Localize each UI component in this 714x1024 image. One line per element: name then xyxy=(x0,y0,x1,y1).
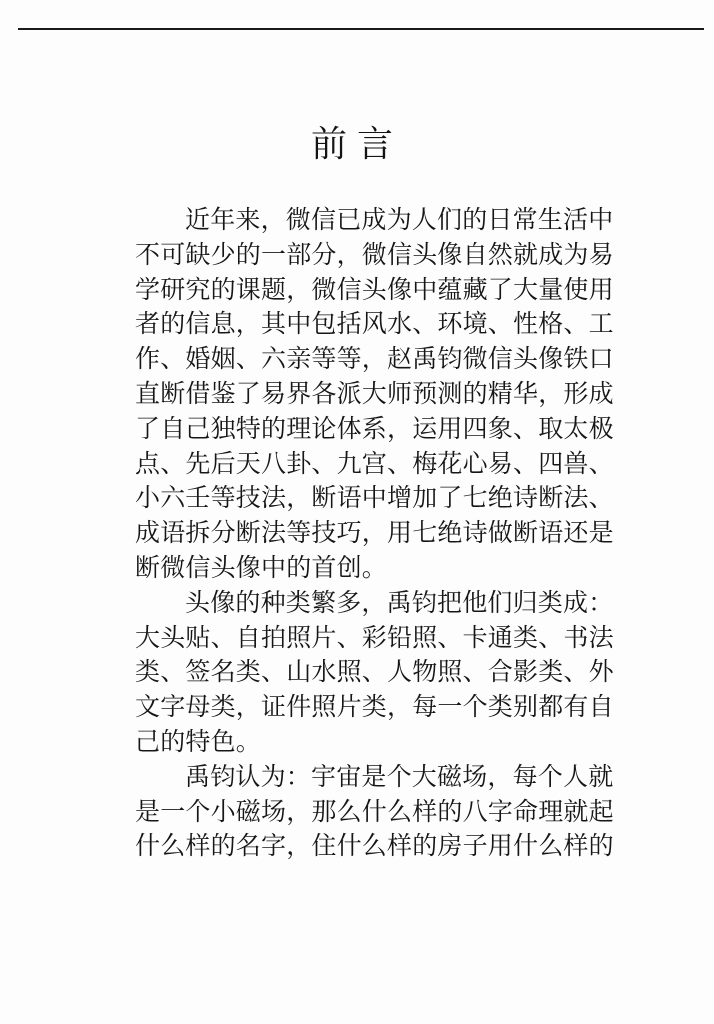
text-line: 禹钧认为：宇宙是个大磁场，每个人就 xyxy=(185,761,614,791)
text-line: 者的信息，其中包括风水、环境、性格、工 xyxy=(135,309,614,339)
text-line: 点、先后天八卦、九宫、梅花心易、四兽、 xyxy=(135,448,614,478)
text-line: 己的特色。 xyxy=(135,726,262,756)
text-line: 小六壬等技法，断语中增加了七绝诗断法、 xyxy=(135,483,614,513)
text-line: 学研究的课题，微信头像中蕴藏了大量使用 xyxy=(135,274,614,304)
text-line: 不可缺少的一部分，微信头像自然就成为易 xyxy=(135,239,614,269)
header-rule xyxy=(18,28,704,30)
text-line: 断微信头像中的首创。 xyxy=(135,552,388,582)
text-line: 是一个小磁场，那么什么样的八字命理就起 xyxy=(135,796,614,826)
page-title: 前言 xyxy=(310,124,403,165)
text-line: 近年来，微信已成为人们的日常生活中 xyxy=(185,205,614,234)
text-line: 作、婚姻、六亲等等，赵禹钧微信头像铁口 xyxy=(135,344,614,374)
text-line: 直断借鉴了易界各派大师预测的精华，形成 xyxy=(135,378,614,408)
text-line: 头像的种类繁多，禹钧把他们归类成： xyxy=(185,587,614,617)
text-line: 类、签名类、山水照、人物照、合影类、外 xyxy=(135,657,614,687)
text-line: 文字母类，证件照片类，每一个类别都有自 xyxy=(135,692,614,722)
text-line: 了自己独特的理论体系，运用四象、取太极 xyxy=(135,413,614,443)
text-line: 成语拆分断法等技巧，用七绝诗做断语还是 xyxy=(135,518,614,548)
text-line: 什么样的名字，住什么样的房子用什么样的 xyxy=(135,831,614,861)
preface-body xyxy=(135,203,615,864)
text-line: 大头贴、自拍照片、彩铅照、卡通类、书法 xyxy=(135,622,614,652)
